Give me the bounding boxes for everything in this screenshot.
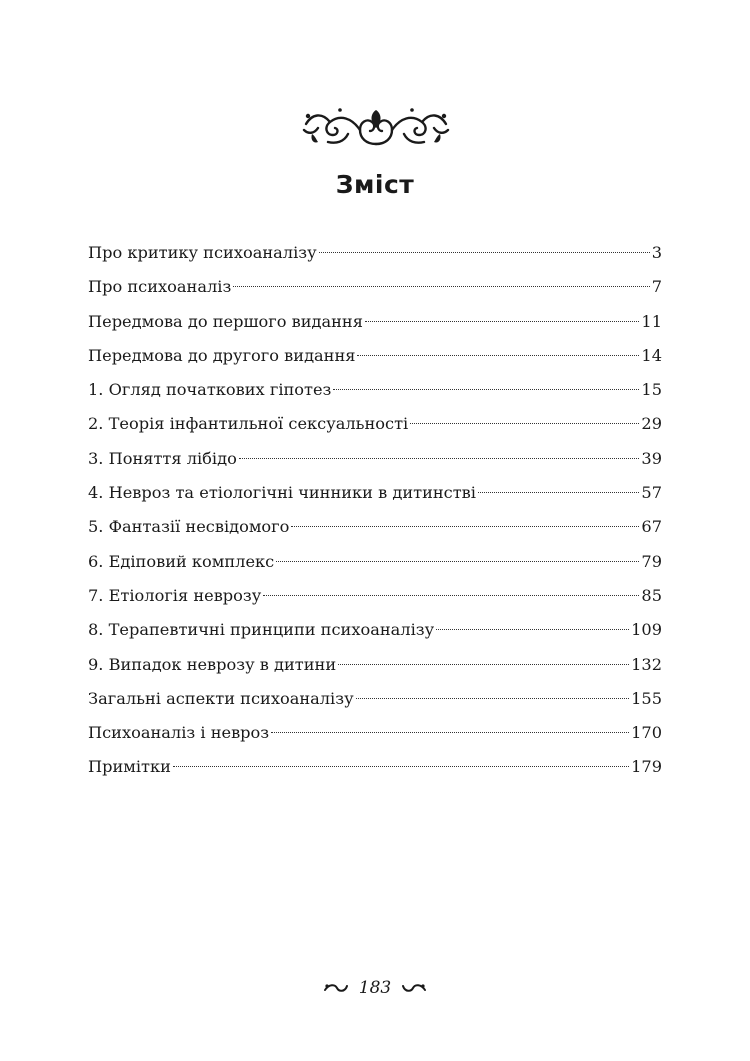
- toc-dot-leader: [410, 423, 639, 424]
- toc-entry-page: 14: [641, 345, 662, 365]
- toc-entry: [88, 682, 662, 716]
- toc-entry-page: 170: [631, 723, 662, 743]
- toc-entry: [88, 648, 662, 682]
- toc-entry: [88, 545, 662, 579]
- toc-dot-leader: [338, 664, 629, 665]
- toc-entry-page: 15: [641, 380, 662, 400]
- toc-dot-leader: [239, 458, 640, 459]
- toc-entry: [88, 373, 662, 407]
- toc-entry-page: 11: [641, 311, 662, 331]
- toc-dot-leader: [233, 286, 649, 287]
- toc-entry-title: Психоаналіз і невроз: [88, 723, 270, 743]
- page-title: Зміст: [335, 170, 415, 199]
- floral-ornament-icon: [300, 104, 452, 150]
- toc-entry-title: Про критику психоаналізу: [88, 243, 317, 262]
- toc-entry: [88, 476, 662, 510]
- toc-entry-title: 6. Едіповий комплекс: [88, 551, 275, 571]
- toc-entry-title: Примітки: [88, 757, 171, 777]
- toc-entry-title: Про психоаналіз: [88, 277, 232, 297]
- toc-entry: [88, 236, 662, 270]
- toc-entry: [88, 270, 662, 304]
- toc-dot-leader: [291, 526, 639, 527]
- toc-entry-page: 3: [651, 243, 662, 262]
- toc-dot-leader: [478, 492, 639, 493]
- toc-entry-title: Загальні аспекти психоаналізу: [88, 688, 354, 708]
- toc-entry-title: Передмова до першого видання: [88, 311, 363, 331]
- toc-entry-page: 29: [641, 414, 662, 434]
- toc-dot-leader: [357, 355, 639, 356]
- toc-dot-leader: [436, 629, 629, 630]
- toc-dot-leader: [271, 732, 629, 733]
- toc-entry-title: 1. Огляд початкових гіпотез: [88, 380, 332, 400]
- page-number: 183: [358, 978, 392, 998]
- page-footer: [0, 978, 750, 998]
- toc-dot-leader: [365, 321, 639, 322]
- toc-entry-title: 3. Поняття лібідо: [88, 448, 237, 468]
- toc-entry: [88, 613, 662, 647]
- toc-entry-title: 4. Невроз та етіологічні чинники в дитинстві: [88, 483, 476, 503]
- toc-entry: [88, 579, 662, 613]
- toc-entry-page: 39: [641, 448, 662, 468]
- toc-entry-title: 2. Теорія інфантильної сексуальності: [88, 414, 409, 434]
- toc-entry: [88, 305, 662, 339]
- toc-entry: [88, 339, 662, 373]
- toc-dot-leader: [173, 766, 629, 767]
- flourish-right-icon: [401, 982, 427, 994]
- toc-dot-leader: [319, 252, 650, 253]
- toc-entry-page: 7: [651, 277, 662, 297]
- toc-entry: [88, 716, 662, 750]
- toc-entry: [88, 407, 662, 441]
- toc-entry-page: 109: [631, 620, 662, 640]
- toc-entry-title: Передмова до другого видання: [88, 345, 356, 365]
- toc-entry-title: 5. Фантазії несвідомого: [88, 517, 290, 537]
- table-of-contents: [88, 236, 662, 785]
- toc-dot-leader: [276, 561, 639, 562]
- toc-entry-page: 179: [631, 757, 662, 777]
- toc-dot-leader: [356, 698, 630, 699]
- toc-dot-leader: [333, 389, 639, 390]
- toc-entry-title: 7. Етіологія неврозу: [88, 585, 262, 605]
- toc-entry-page: 67: [641, 517, 662, 537]
- toc-entry-title: 8. Терапевтичні принципи психоаналізу: [88, 620, 435, 640]
- toc-dot-leader: [263, 595, 639, 596]
- toc-entry-page: 132: [631, 654, 662, 674]
- toc-entry-page: 85: [641, 585, 662, 605]
- toc-entry: [88, 750, 662, 784]
- toc-entry: [88, 510, 662, 544]
- flourish-left-icon: [323, 982, 349, 994]
- toc-entry: [88, 442, 662, 476]
- toc-entry-title: 9. Випадок неврозу в дитини: [88, 654, 337, 674]
- toc-entry-page: 79: [641, 551, 662, 571]
- toc-entry-page: 57: [641, 483, 662, 503]
- toc-entry-page: 155: [631, 688, 662, 708]
